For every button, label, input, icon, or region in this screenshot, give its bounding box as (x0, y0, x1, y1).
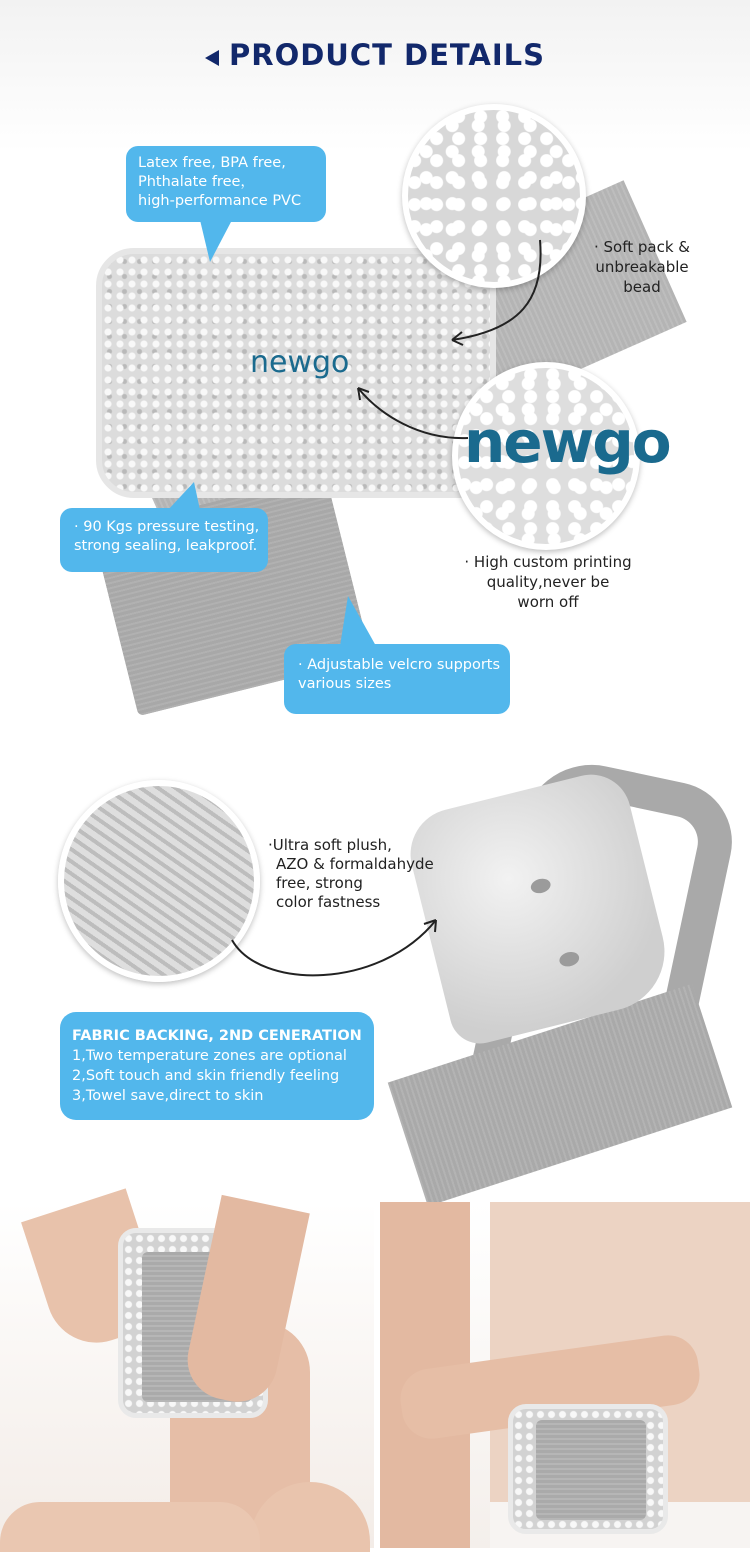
fabric-backing-title: FABRIC BACKING, 2ND CENERATION (72, 1028, 362, 1044)
callout-material: Latex free, BPA free, Phthalate free， high-performance PVC (126, 146, 326, 222)
wrist-usage-photo (380, 1202, 750, 1548)
arrow-to-plush (232, 920, 436, 975)
arrow-to-beads (452, 240, 541, 340)
ankle-usage-photo (0, 1202, 374, 1548)
callout-velcro: · Adjustable velcro supports various sizes (284, 644, 510, 714)
callout-pressure-tail (168, 482, 200, 510)
note-plush: ·Ultra soft plush, AZO & formaldahyde free, strong color fastness (268, 836, 434, 911)
callout-material-tail (200, 220, 232, 262)
fabric-backing-item: 3,Towel save,direct to skin (72, 1088, 264, 1104)
fabric-backing-item: 2,Soft touch and skin friendly feeling (72, 1068, 340, 1084)
page-title: PRODUCT DETAILS (228, 38, 546, 72)
velcro-band-wrist (536, 1420, 646, 1520)
fabric-backing-item: 1,Two temperature zones are optional (72, 1048, 347, 1064)
fabric-backing-box (60, 1012, 374, 1120)
note-printing: · High custom printing quality,never be worn off (464, 553, 632, 611)
callout-pressure: · 90 Kgs pressure testing, strong sealing, leakproof. (60, 508, 268, 572)
callout-velcro-tail (340, 596, 376, 646)
brand-logo-zoom: newgo (464, 408, 670, 476)
arrow-to-logo (358, 388, 468, 438)
brand-logo: newgo (250, 345, 350, 380)
foot (0, 1502, 260, 1552)
note-bead: · Soft pack & unbreakable bead (593, 238, 690, 296)
